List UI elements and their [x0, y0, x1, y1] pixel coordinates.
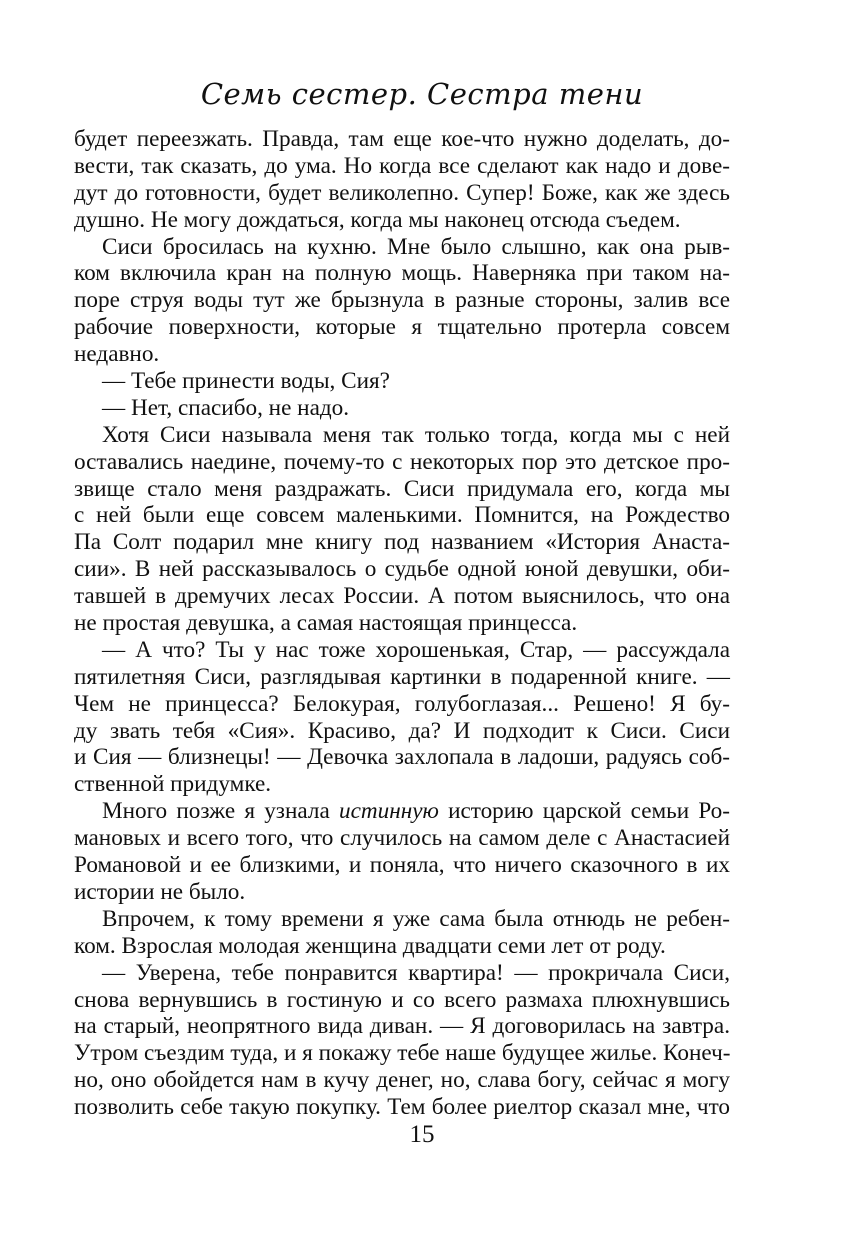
paragraph	[74, 126, 730, 234]
text-line: пятилетняя Сиси, разглядывая картинки в подаренной книге. —	[74, 663, 730, 690]
text-line: Романовой и ее близкими, и поняла, что ничего сказочного в их	[74, 852, 730, 879]
text-line: ком. Взрослая молодая женщина двадцати семи лет от роду.	[74, 932, 666, 959]
text-line: не простая девушка, а самая настоящая принцесса.	[74, 610, 578, 637]
text-line: но, оно обойдется нам в кучу денег, но, слава богу, сейчас я могу	[74, 1067, 730, 1094]
text-line: рабочие поверхности, которые я тщательно протерла совсем	[74, 314, 730, 341]
text-line: поре струя воды тут же брызнула в разные стороны, залив все	[74, 287, 730, 314]
text-line: ком включила кран на полную мощь. Наверняка при таком на-	[74, 260, 730, 287]
paragraph	[74, 234, 730, 368]
page-number: 15	[409, 1121, 435, 1148]
paragraph	[74, 368, 730, 395]
text-line: мановых и всего того, что случилось на самом деле с Анастасией	[74, 825, 730, 852]
text-line: недавно.	[74, 341, 160, 368]
text-line: тавшей в дремучих лесах России. А потом выяснилось, что она	[74, 583, 730, 610]
emphasized-word: истинную	[338, 798, 439, 825]
text-line: с ней были еще совсем маленькими. Помнится, на Рождество	[74, 502, 730, 529]
text-line: душно. Не могу дождаться, когда мы наконец отсюда съедем.	[74, 206, 681, 233]
text-line: Утром съездим туда, и я покажу тебе наше будущее жилье. Конеч-	[74, 1040, 731, 1067]
paragraph	[74, 960, 730, 1121]
running-header: Семь сестер. Сестра тени	[200, 77, 644, 111]
text-line: — Тебе принести воды, Сия?	[102, 368, 390, 395]
text-line: сии». В ней рассказывалось о судьбе одной юной девушки, оби-	[74, 556, 730, 583]
text-line	[74, 798, 730, 825]
paragraph	[74, 422, 730, 637]
paragraph	[74, 798, 730, 906]
text-line: оставались наедине, почему-то с некоторых пор это детское про-	[74, 448, 730, 475]
text-line: ственной придумке.	[74, 771, 272, 798]
text-line: ду звать тебя «Сия». Красиво, да? И подходит к Сиси. Сиси	[74, 717, 730, 744]
text-line: дут до готовности, будет великолепно. Супер! Боже, как же здесь	[74, 179, 730, 206]
text-line: звище стало меня раздражать. Сиси придумала его, когда мы	[74, 475, 730, 502]
paragraph	[74, 637, 730, 798]
text-line: — Нет, спасибо, не надо.	[102, 394, 350, 421]
text-line: Хотя Сиси называла меня так только тогда, когда мы с ней	[102, 421, 730, 448]
paragraph	[74, 906, 730, 960]
text-run: историю царской семьи Ро-	[438, 798, 730, 825]
text-line: — Уверена, тебе понравится квартира! — прокричала Сиси,	[102, 959, 730, 986]
text-line: снова вернувшись в гостиную и со всего размаха плюхнувшись	[74, 986, 730, 1013]
text-run: Много позже я узнала	[102, 798, 339, 825]
body-text	[74, 126, 730, 1121]
paragraph	[74, 395, 730, 422]
text-line: Сиси бросилась на кухню. Мне было слышно, как она рыв-	[102, 233, 730, 260]
text-line: Па Солт подарил мне книгу под названием «История Анаста-	[74, 529, 730, 556]
text-line: на старый, неопрятного вида диван. — Я договорилась на завтра.	[74, 1013, 730, 1040]
text-line: вести, так сказать, до ума. Но когда все сделают как надо и дове-	[74, 152, 730, 179]
text-line: Чем не принцесса? Белокурая, голубоглазая... Решено! Я бу-	[74, 690, 730, 717]
text-line: и Сия — близнецы! — Девочка захлопала в ладоши, радуясь соб-	[74, 744, 730, 771]
text-line: истории не было.	[74, 878, 246, 905]
text-line: — А что? Ты у нас тоже хорошенькая, Стар, — рассуждала	[102, 636, 730, 663]
text-line: Впрочем, к тому времени я уже сама была отнюдь не ребен-	[102, 905, 730, 932]
text-line: будет переезжать. Правда, там еще кое-что нужно доделать, до-	[74, 126, 730, 152]
text-line: позволить себе такую покупку. Тем более риелтор сказал мне, что	[74, 1094, 730, 1121]
